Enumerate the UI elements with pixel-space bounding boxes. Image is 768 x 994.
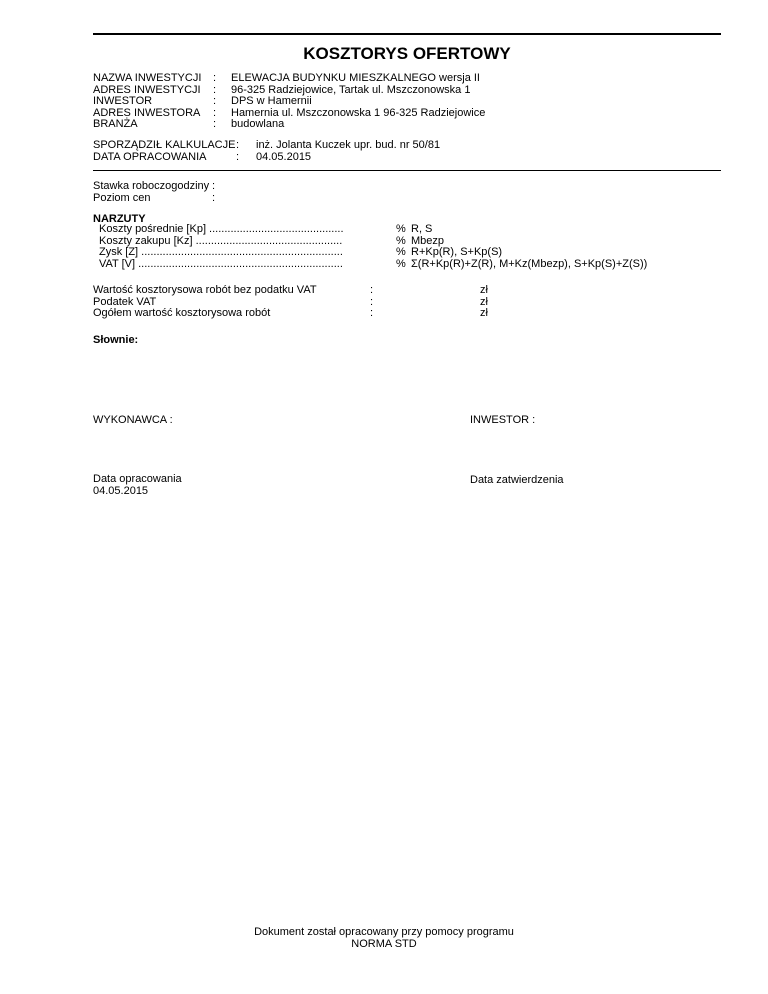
info-label: NAZWA INWESTYCJI — [93, 72, 202, 84]
data-opracowania-value: 04.05.2015 — [93, 484, 149, 497]
rate-label: Stawka roboczogodziny — [93, 180, 210, 192]
narzut-label: Koszty pośrednie [Kp] ............................................ — [99, 223, 344, 235]
prepared-colons — [236, 140, 239, 163]
section-rule — [93, 170, 721, 171]
colon: : — [236, 139, 240, 151]
narzut-unit: % — [396, 257, 406, 270]
top-rule — [93, 33, 721, 35]
info-value: DPS w Hamernii — [231, 95, 312, 107]
narzut-unit: % — [396, 246, 406, 258]
colon: : — [212, 180, 216, 192]
footer-line: Dokument został opracowany przy pomocy programu — [254, 926, 514, 938]
colon: : — [212, 191, 216, 204]
prepared-label: DATA OPRACOWANIA — [93, 150, 207, 163]
data-zatwierdzenia-label: Data zatwierdzenia — [470, 474, 564, 486]
colon: : — [370, 295, 374, 308]
narzut-basis: Σ(R+Kp(R)+Z(R), M+Kz(Mbezp), S+Kp(S)+Z(S)) — [411, 257, 648, 270]
info-label: ADRES INWESTORA — [93, 106, 201, 119]
info-label: INWESTOR — [93, 95, 153, 107]
totals-labels — [93, 285, 317, 320]
total-label: Wartość kosztorysowa robót bez podatku VAT — [93, 284, 317, 296]
prepared-labels — [93, 140, 235, 163]
total-currency: zł — [480, 307, 488, 319]
info-value: ELEWACJA BUDYNKU MIESZKALNEGO wersja II — [231, 72, 480, 84]
totals-currency — [480, 285, 488, 320]
rates-labels — [93, 181, 209, 204]
prepared-value: inż. Jolanta Kuczek upr. bud. nr 50/81 — [256, 139, 441, 151]
footer-line: NORMA STD — [351, 937, 417, 950]
totals-colons — [370, 285, 373, 320]
prepared-values — [256, 140, 440, 163]
narzuty-units — [396, 224, 406, 270]
colon: : — [370, 284, 374, 296]
total-label: Podatek VAT — [93, 295, 157, 308]
narzut-unit: % — [396, 234, 406, 247]
colon: : — [213, 106, 217, 119]
narzut-label: Zysk [Z] .................................................................. — [99, 246, 343, 258]
info-value: budowlana — [231, 118, 285, 130]
info-label: BRANŻA — [93, 118, 138, 130]
document-title: KOSZTORYS OFERTOWY — [303, 44, 511, 63]
narzut-basis: R+Kp(R), S+Kp(S) — [411, 246, 503, 258]
prepared-value: 04.05.2015 — [256, 150, 312, 163]
inwestor-label: INWESTOR : — [470, 414, 536, 426]
colon: : — [213, 95, 217, 107]
footer — [184, 927, 584, 950]
info-value: Hamernia ul. Mszczonowska 1 96-325 Radziejowice — [231, 106, 486, 119]
info-label: ADRES INWESTYCJI — [93, 83, 201, 96]
narzuty-basis — [411, 224, 647, 270]
narzut-basis: R, S — [411, 223, 433, 235]
rates-colons — [212, 181, 215, 204]
colon: : — [236, 150, 240, 163]
info-value: 96-325 Radziejowice, Tartak ul. Mszczonowska 1 — [231, 83, 471, 96]
total-currency: zł — [480, 295, 488, 308]
narzut-label: VAT [V] ................................................................... — [99, 257, 343, 270]
colon: : — [213, 72, 217, 84]
narzut-basis: Mbezp — [411, 234, 445, 247]
info-colons — [213, 73, 216, 131]
slownie-label: Słownie: — [93, 334, 139, 346]
narzut-unit: % — [396, 223, 406, 235]
rate-label: Poziom cen — [93, 191, 151, 204]
colon: : — [370, 307, 374, 319]
data-opracowania-label: Data opracowania — [93, 473, 182, 485]
wykonawca-label: WYKONAWCA : — [93, 414, 173, 426]
info-labels — [93, 73, 201, 131]
total-label: Ogółem wartość kosztorysowa robót — [93, 307, 271, 319]
narzuty-heading: NARZUTY — [93, 213, 146, 225]
colon: : — [213, 118, 217, 130]
colon: : — [213, 83, 217, 96]
narzut-label: Koszty zakupu [Kz] ................................................ — [99, 234, 343, 247]
prepared-label: SPORZĄDZIŁ KALKULACJE — [93, 139, 236, 151]
info-values — [231, 73, 485, 131]
narzuty-labels — [99, 224, 344, 270]
data-opracowania-block — [93, 474, 182, 497]
total-currency: zł — [480, 284, 488, 296]
